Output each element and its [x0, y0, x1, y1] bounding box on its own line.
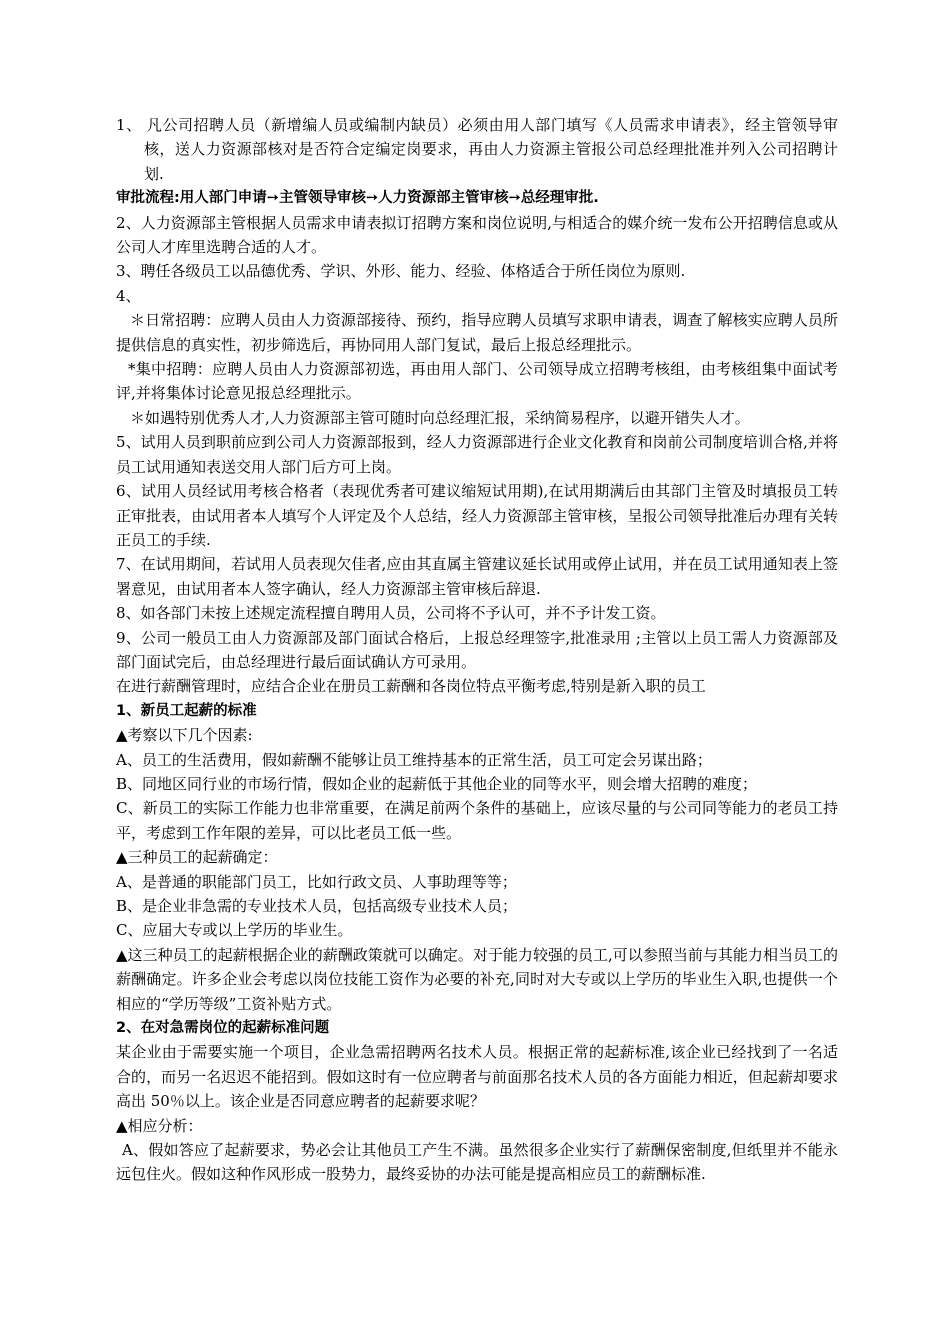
paragraph-5: 5、试用人员到职前应到公司人力资源部报到，经人力资源部进行企业文化教育和岗前公司制度培训合格,并将员工试用通知表送交用人部门后方可上岗。 [116, 433, 838, 476]
paragraph-8: 8、如各部门未按上述规定流程擅自聘用人员，公司将不予认可，并不予计发工资。 [116, 604, 666, 623]
outstanding-talent: ＊如遇特别优秀人才,人力资源部主管可随时向总经理汇报，采纳简易程序，以避开错失人才。 [130, 408, 750, 427]
factor-b: B、同地区同行业的市场行情，假如企业的起薪低于其他企业的同等水平，则会增大招聘的难度； [116, 774, 758, 793]
paragraph-2: 2、人力资源部主管根据人员需求申请表拟订招聘方案和岗位说明,与相适合的媒介统一发布公开招聘信息或从公司人才库里选聘合适的人才。 [116, 213, 838, 257]
analysis-heading: ▲相应分析： [116, 1116, 203, 1135]
case-description: 某企业由于需要实施一个项目，企业急需招聘两名技术人员。根据正常的起薪标准,该企业已经找到了一名适合的，而另一名迟迟不能招到。假如这时有一位应聘者与前面那名技术人员的各方面能力相近，但起薪却要求高出 50％以上。该企业是否同意应聘者的起薪要求呢？ [116, 1043, 838, 1111]
three-types-summary: ▲这三种员工的起薪根据企业的薪酬政策就可以确定。对于能力较强的员工,可以参照当前与其能力相当员工的薪酬确定。许多企业会考虑以岗位技能工资作为必要的补充,同时对大专或以上学历的毕业生入职,也提供一个相应的“学历等级”工资补贴方式。 [116, 945, 838, 1013]
section-heading-2: 2、在对急需岗位的起薪标准问题 [116, 1020, 330, 1037]
type-b: B、是企业非急需的专业技术人员，包括高级专业技术人员； [116, 897, 518, 915]
approval-flow-heading: 审批流程:用人部门申请➙主管领导审核➙人力资源部主管审核➙总经理审批. [116, 190, 599, 207]
analysis-a: A、假如答应了起薪要求，势必会让其他员工产生不满。虽然很多企业实行了薪酬保密制度,但纸里并不能永远包住火。假如这种作风形成一股势力，最终妥协的办法可能是提高相应员工的薪酬标准. [116, 1141, 838, 1184]
factor-c: C、新员工的实际工作能力也非常重要，在满足前两个条件的基础上，应该尽量的与公司同等能力的老员工持平，考虑到工作年限的差异，可以比老员工低一些。 [116, 799, 838, 842]
centralized-recruitment: *集中招聘：应聘人员由人力资源部初选，再由用人部门、公司领导成立招聘考核组，由考核组集中面试考评,并将集体讨论意见报总经理批示。 [116, 360, 838, 403]
type-c: C、应届大专或以上学历的毕业生。 [116, 921, 353, 940]
paragraph-7: 7、在试用期间，若试用人员表现欠佳者,应由其直属主管建议延长试用或停止试用，并在员工试用通知表上签署意见，由试用者本人签字确认，经人力资源部主管审核后辞退. [116, 555, 838, 598]
document-body [116, 113, 838, 1187]
paragraph-1: 1、 凡公司招聘人员（新增编人员或编制内缺员）必须由用人部门填写《人员需求申请表》，经主管领导审核，送人力资源部核对是否符合定编定岗要求，再由人力资源主管报公司总经理批准并列入公司招聘计划. [116, 116, 838, 183]
daily-recruitment: ＊日常招聘：应聘人员由人力资源部接待、预约，指导应聘人员填写求职申请表，调查了解核实应聘人员所提供信息的真实性，初步筛选后，再协同用人部门复试，最后上报总经理批示。 [116, 311, 838, 354]
factor-a: A、员工的生活费用，假如薪酬不能够让员工维持基本的正常生活，员工可定会另谋出路； [116, 750, 712, 769]
type-a: A、是普通的职能部门员工，比如行政文员、人事助理等等； [116, 872, 517, 891]
section-heading-1: 1、新员工起薪的标准 [116, 702, 257, 719]
paragraph-9: 9、公司一般员工由人力资源部及部门面试合格后，上报总经理签字,批准录用 ;主管以上员工需人力资源部及部门面试完后，由总经理进行最后面试确认方可录用。 [116, 628, 838, 671]
three-types-heading: ▲三种员工的起薪确定： [116, 848, 278, 867]
paragraph-3: 3、聘任各级员工以品德优秀、学识、外形、能力、经验、体格适合于所任岗位为原则. [116, 262, 686, 281]
paragraph-6: 6、试用人员经试用考核合格者（表现优秀者可建议缩短试用期),在试用期满后由其部门主管及时填报员工转正审批表，由试用者本人填写个人评定及个人总结，经人力资源部主管审核，呈报公司领导批准后办理有关转正员工的手续. [116, 482, 838, 549]
factors-heading: ▲考察以下几个因素: [116, 726, 253, 745]
salary-intro: 在进行薪酬管理时，应结合企业在册员工薪酬和各岗位特点平衡考虑,特别是新入职的员工 [116, 677, 706, 696]
paragraph-4: 4、 [116, 286, 141, 305]
